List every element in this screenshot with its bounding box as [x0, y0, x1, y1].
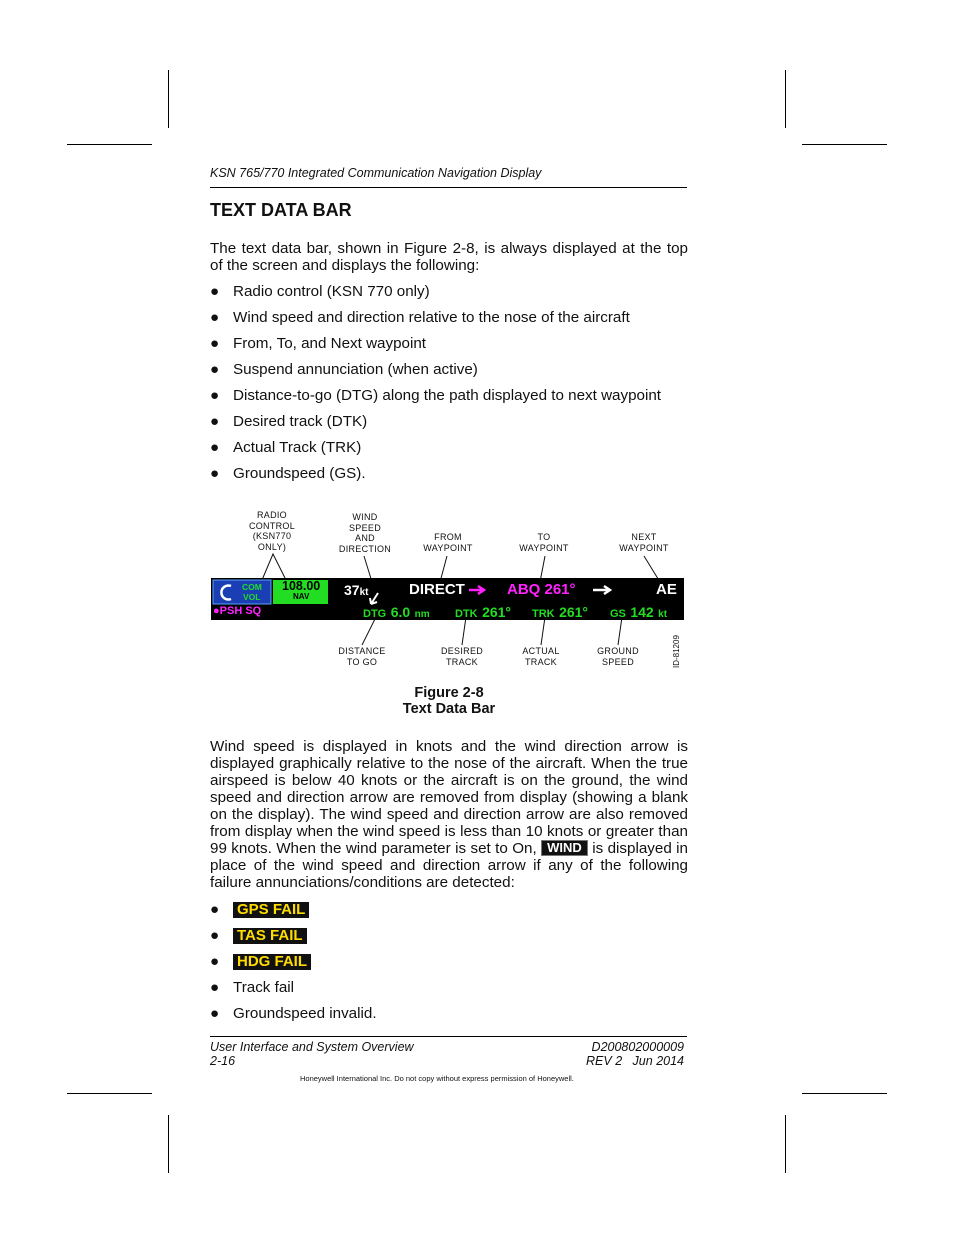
gps-fail-annunciation: GPS FAIL	[233, 902, 309, 918]
bullet-icon: ●	[210, 465, 220, 482]
bullet-icon: ●	[210, 439, 220, 456]
bullet-icon: ●	[210, 953, 220, 970]
tas-fail-annunciation: TAS FAIL	[233, 928, 307, 944]
callout-distance-to-go: DISTANCE TO GO	[338, 646, 386, 667]
bullet-icon: ●	[210, 309, 220, 326]
callout-from-waypoint: FROM WAYPOINT	[423, 532, 473, 553]
figure-id: ID-81209	[672, 635, 681, 668]
figure-title: Text Data Bar	[402, 701, 496, 717]
gs-readout: GS 142 kt	[610, 604, 668, 620]
from-waypoint: DIRECT	[409, 581, 465, 598]
callout-ground-speed: GROUND SPEED	[597, 646, 639, 667]
footer-doc-title: User Interface and System Overview	[210, 1040, 414, 1054]
com-label: COM	[242, 582, 262, 592]
page-number: 2-16	[210, 1054, 236, 1068]
revision-date: REV 2 Jun 2014	[586, 1054, 684, 1068]
copyright-notice: Honeywell International Inc. Do not copy without express permission of Honeywell.	[300, 1074, 574, 1083]
push-squelch: ●PSH SQ	[213, 605, 262, 617]
crop-mark	[168, 1115, 169, 1173]
wind-direction-arrow-icon	[370, 593, 378, 604]
text-data-bar	[211, 578, 684, 620]
intro-paragraph: The text data bar, shown in Figure 2-8, is always displayed at the top of the screen and displays the following:	[210, 240, 688, 274]
bullet-icon: ●	[210, 1005, 220, 1022]
bullet-icon: ●	[210, 901, 220, 918]
document-number: D200802000009	[591, 1040, 684, 1054]
vol-label: VOL	[243, 592, 261, 602]
to-waypoint: ABQ 261°	[507, 581, 576, 598]
nav-label: NAV	[293, 592, 310, 601]
callout-next-waypoint: NEXT WAYPOINT	[619, 532, 669, 553]
next-arrow-icon	[593, 586, 610, 594]
bullet-icon: ●	[210, 979, 220, 996]
bullet-icon: ●	[210, 361, 220, 378]
wind-annunciation-badge: WIND	[541, 840, 588, 856]
bullet-icon: ●	[210, 283, 220, 300]
callout-desired-track: DESIRED TRACK	[440, 646, 484, 667]
nav-frequency: 108.00	[282, 579, 321, 593]
callout-to-waypoint: TO WAYPOINT	[519, 532, 569, 553]
crop-mark	[802, 1093, 887, 1094]
crop-mark	[67, 1093, 152, 1094]
body-paragraph: Wind speed is displayed in knots and the wind direction arrow is displayed graphically relative to the nose of the aircraft. When the true airspeed is below 40 knots or the aircraft is on the ground, the wind speed and direction arrow are removed from display (showing a blank on the display). The wind speed and direction arrow are also removed from display when the wind speed is less than 10 knots or greater than 99 knots. When the wind parameter is set to On, WIND is displayed in place of the wind speed and direction arrow if any of the following failure annunciations/conditions are detected:	[210, 738, 688, 891]
bullet-icon: ●	[210, 413, 220, 430]
next-waypoint: AE	[656, 581, 677, 598]
dtk-readout: DTK 261°	[455, 604, 512, 620]
wind-speed: 37kt	[344, 582, 369, 598]
crop-mark	[785, 1115, 786, 1173]
bullet-icon: ●	[210, 387, 220, 404]
bullet-icon: ●	[210, 927, 220, 944]
bullet-icon: ●	[210, 335, 220, 352]
callout-radio-control: RADIO CONTROL (KSN770 ONLY)	[248, 510, 296, 552]
callout-actual-track: ACTUAL TRACK	[522, 646, 560, 667]
callout-wind: WIND SPEED AND DIRECTION	[338, 512, 392, 554]
figure-number: Figure 2-8	[414, 685, 484, 701]
running-header: KSN 765/770 Integrated Communication Navigation Display	[210, 166, 542, 180]
dtg-readout: DTG 6.0 nm	[363, 604, 430, 620]
hdg-fail-annunciation: HDG FAIL	[233, 954, 311, 970]
trk-readout: TRK 261°	[532, 604, 589, 620]
to-arrow-icon	[469, 586, 484, 594]
section-title: TEXT DATA BAR	[210, 200, 352, 220]
footer-rule	[210, 1036, 687, 1037]
